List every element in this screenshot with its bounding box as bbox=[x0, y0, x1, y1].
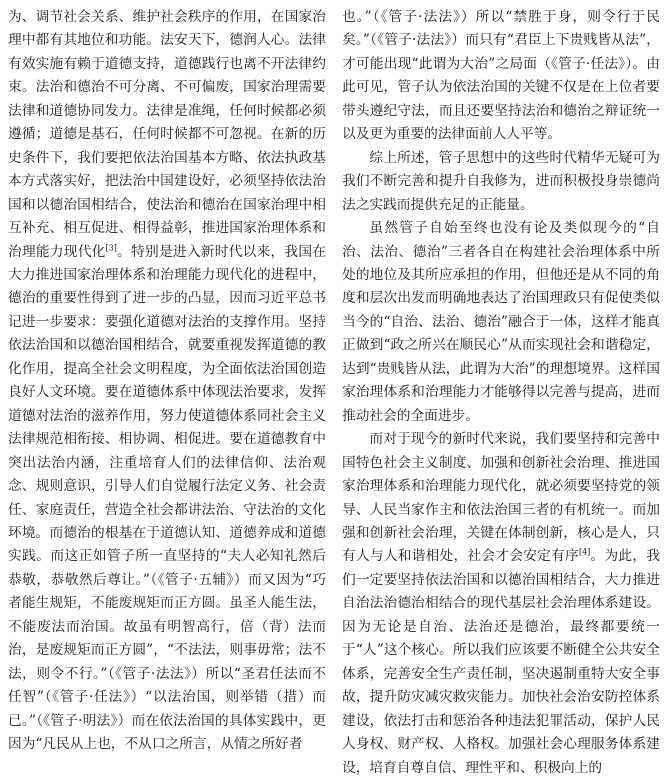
citation-ref: [3] bbox=[105, 242, 117, 252]
paragraph-text: 。为此，我们一定要坚持依法治国和以德治国相结合，大力推进自治法治德治相结合的现代基层社会治理体系建设。因为无论是自治、法治还是德治，最终都要统一于“人”这个核心。所以我们应该要不断健全公共安全体系，完善安全生产责任制，坚决遏制重特大安全事故，提升防灾减灾救灾能力。加快社会治安防控体系建设，依法打击和惩治各种违法犯罪活动，保护人民人身权、财产权、人格权。加强社会心理服务体系建设，培育自尊自信、理性平和、积极向上的 bbox=[342, 548, 660, 776]
paragraph-text: 而对于现今的新时代来说，我们要坚持和完善中国特色社会主义制度、加强和创新社会治理、推进国家治理体系和治理能力现代化，就必须要坚持党的领导、人民当家作主和依法治国三者的有机统一。而加强和创新社会治理，关键在体制创新，核心是人，只有人与人和谐相处，社会才会安定有序 bbox=[342, 431, 660, 565]
paragraph-continuation: 也。”（《管子·法法》）所以“禁胜于身，则令行于民矣。”（《管子·法法》）而只有“君臣上下贵贱皆从法”，才可能出现“此谓为大治”之局面（《管子·任法》）。由此可见，管子认为依法治国的关键不仅是在上位者要带头遵纪守法，而且还要坚持法治和德治之辩证统一以及更为重要的法律面前人人平等。 bbox=[342, 9, 660, 143]
paragraph-text: 。特别是进入新时代以来，我国在大力推进国家治理体系和治理能力现代化的进程中，德治的重要性得到了进一步的凸显，因而习近平总书记进一步要求：要强化道德对法治的支撑作用。坚持依法治国和以德治国相结合，就要重视发挥道德的教化作用，提高全社会文明程度，为全面依法治国创造良好人文环境。要在道德体系中体现法治要求，发挥道德对法治的滋养作用，努力使道德体系同社会主义法律规范相衔接、相协调、相促进。要在道德教育中突出法治内涵，注重培育人们的法律信仰、法治观念、规则意识，引导人们自觉履行法定义务、社会责任、家庭责任，营造全社会都讲法治、守法治的文化环境。而德治的根基在于道德认知、道德养成和道德实践。而这正如管子所一直坚持的“夫人必知礼然后恭敬，恭敬然后尊让。”（《管子·五辅》）而又因为“巧者能生规矩，不能废规矩而正方圆。虽圣人能生法，不能废法而治国。故虽有明智高行，倍（背）法而治，是废规矩而正方圆”，“不法法，则事毋常；法不法，则令不行。”（《管子·法法》）所以“圣君任法而不任智”（《管子·任法》）“以法治国，则举错（措）而已。”（《管子·明法》）而在依法治国的具体实践中，更因为“凡民从上也，不从口之所言，从情之所好者 bbox=[8, 243, 326, 753]
paragraph-new-era bbox=[342, 428, 660, 780]
paragraph-rule-of-law-and-virtue bbox=[8, 6, 326, 757]
paragraph-text: 为、调节社会关系、维护社会秩序的作用，在国家治理中都有其地位和功能。法安天下，德润人心。法律有效实施有赖于道德支持，道德践行也离不开法律约束。法治和德治不可分离、不可偏废，国家治理需要法律和道德协同发力。法律是准绳，任何时候都必须遵循；道德是基石，任何时候都不可忽视。在新的历史条件下，我们要把依法治国基本方略、依法执政基本方式落实好，把法治中国建设好，必须坚持依法治国和以德治国相结合，使法治和德治在国家治理中相互补充、相互促进、相得益彰，推进国家治理体系和治理能力现代化 bbox=[8, 9, 326, 260]
paragraph-three-governance: 虽然管子自始至终也没有论及类似现今的“自治、法治、德治”三者各自在构建社会治理体系中所处的地位及其所应承担的作用，但他还是从不同的角度和层次出发而明确地表达了治国理政只有促使类似当今的“自治、法治、德治”融合于一体，这样才能真正做到“政之所兴在顺民心”从而实现社会和谐稳定，达到“贵贱皆从法，此谓为大治”的理想境界。这样国家治理体系和治理能力才能够得以完善与提高，进而推动社会的全面进步。 bbox=[342, 220, 660, 424]
citation-ref: [4] bbox=[578, 547, 591, 557]
paragraph-summary: 综上所述，管子思想中的这些时代精华无疑可为我们不断完善和提升自我修为，进而积极投身崇德尚法之实践而提供充足的正能量。 bbox=[342, 149, 660, 213]
right-column bbox=[342, 6, 660, 776]
left-column bbox=[8, 6, 326, 758]
